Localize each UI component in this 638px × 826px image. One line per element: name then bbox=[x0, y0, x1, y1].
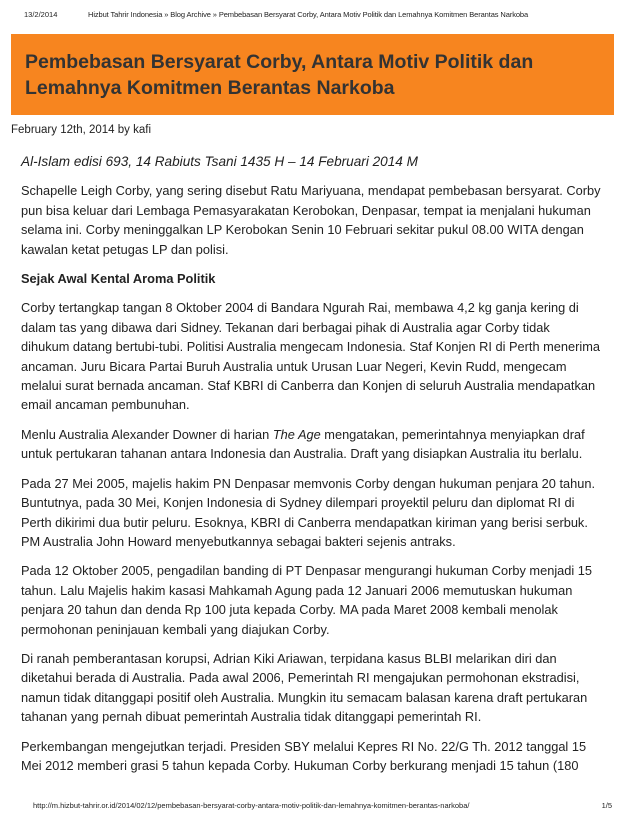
article-title-banner bbox=[11, 34, 614, 115]
paragraph-7: Perkembangan mengejutkan terjadi. Presiden SBY melalui Kepres RI No. 22/G Th. 2012 tanggal 15 Mei 2012 memberi grasi 5 tahun kepada Corby. Hukuman Corby berkurang menjadi 15 tahun (180 bbox=[21, 738, 587, 773]
paragraph-3 bbox=[21, 425, 601, 464]
print-page-number: 1/5 bbox=[601, 801, 612, 810]
paragraph-3-end: mengatakan, pemerintahnya menyiapkan draf untuk pertukaran tahanan antara Indonesia dan Australia. Draft yang disiapkan Australia itu berlalu. bbox=[21, 426, 585, 462]
paragraph-5: Pada 12 Oktober 2005, pengadilan banding di PT Denpasar mengurangi hukuman Corby menjadi 15 tahun. Lalu Majelis hakim kasasi Mahkamah Agung pada 12 Januari 2006 memutuskan hukuman penjara 20 tahun dan denda Rp 100 juta kepada Corby. MA pada Maret 2008 kembali menolak permohonan peninjauan kembali yang diajukan Corby. bbox=[21, 563, 593, 637]
print-header bbox=[0, 10, 638, 24]
print-footer bbox=[0, 801, 638, 815]
section-heading: Sejak Awal Kental Aroma Politik bbox=[21, 271, 216, 287]
paragraph-4: Pada 27 Mei 2005, majelis hakim PN Denpasar memvonis Corby dengan hukuman penjara 20 tahun. Buntutnya, pada 30 Mei, Konjen Indonesia di Sydney dilempari proyektil peluru dan diplomat RI di Perth dikirimi dua butir peluru. Esoknya, KBRI di Canberra mendapatkan kiriman yang berisi serbuk. PM Australia John Howard menyebutkannya sebagai bakteri sejenis antraks. bbox=[21, 475, 596, 549]
paragraph-2: Corby tertangkap tangan 8 Oktober 2004 di Bandara Ngurah Rai, membawa 4,2 kg ganja kering di dalam tas yang dibawa dari Sidney. Tekanan dari berbagai pihak di Australia agar Corby tidak dihukum datang bertubi-tubi. Politisi Australia mengecam Indonesia. Staf Konjen RI di Perth menerima ancaman. Juru Bicara Partai Buruh Australia untuk Urusan Luar Negeri, Kevin Rudd, mengecam melalui surat bernada ancaman. Staf KBRI di Canberra dan Konjen di seluruh Australia mendapatkan email ancaman pembunuhan. bbox=[21, 300, 601, 413]
article-title: Pembebasan Bersyarat Corby, Antara Motiv Politik dan Lemahnya Komitmen Berantas Narkoba bbox=[25, 51, 534, 99]
paragraph-3-start: Menlu Australia Alexander Downer di harian bbox=[21, 426, 273, 442]
article-subtitle: Al-Islam edisi 693, 14 Rabiuts Tsani 1435 H – 14 Februari 2014 M bbox=[21, 154, 418, 169]
print-url: http://m.hizbut-tahrir.or.id/2014/02/12/pembebasan-bersyarat-corby-antara-motiv-politik-dan-lemahnya-komitmen-berantas-narkoba/ bbox=[33, 801, 470, 810]
print-page-title: Hizbut Tahrir Indonesia » Blog Archive » Pembebasan Bersyarat Corby, Antara Motiv Politik dan Lemahnya Komitmen Berantas Narkoba bbox=[88, 10, 529, 19]
newspaper-name: The Age bbox=[272, 426, 321, 442]
paragraph-6: Di ranah pemberantasan korupsi, Adrian Kiki Ariawan, terpidana kasus BLBI melarikan diri dan diketahui berada di Australia. Pada awal 2006, Pemerintah RI mengajukan permohonan ekstradisi, namun tidak ditanggapi positif oleh Australia. Mungkin itu semacam balasan karena draft pertukaran tahanan yang pernah dibuat pemerintah Australia tidak ditanggapi pemerintah RI. bbox=[21, 650, 588, 725]
article-meta: February 12th, 2014 by kafi bbox=[11, 124, 151, 136]
paragraph-1: Schapelle Leigh Corby, yang sering disebut Ratu Mariyuana, mendapat pembebasan bersyarat. Corby pun bisa keluar dari Lembaga Pemasyarakatan Kerobokan, Denpasar, tempat ia menjalani hukuman selama ini. Corby meninggalkan LP Kerobokan Senin 10 Februari sekitar pukul 08.00 WITA dengan kawalan ketat petugas LP dan polisi. bbox=[21, 183, 601, 257]
print-date: 13/2/2014 bbox=[24, 10, 58, 19]
article-body bbox=[21, 152, 601, 775]
